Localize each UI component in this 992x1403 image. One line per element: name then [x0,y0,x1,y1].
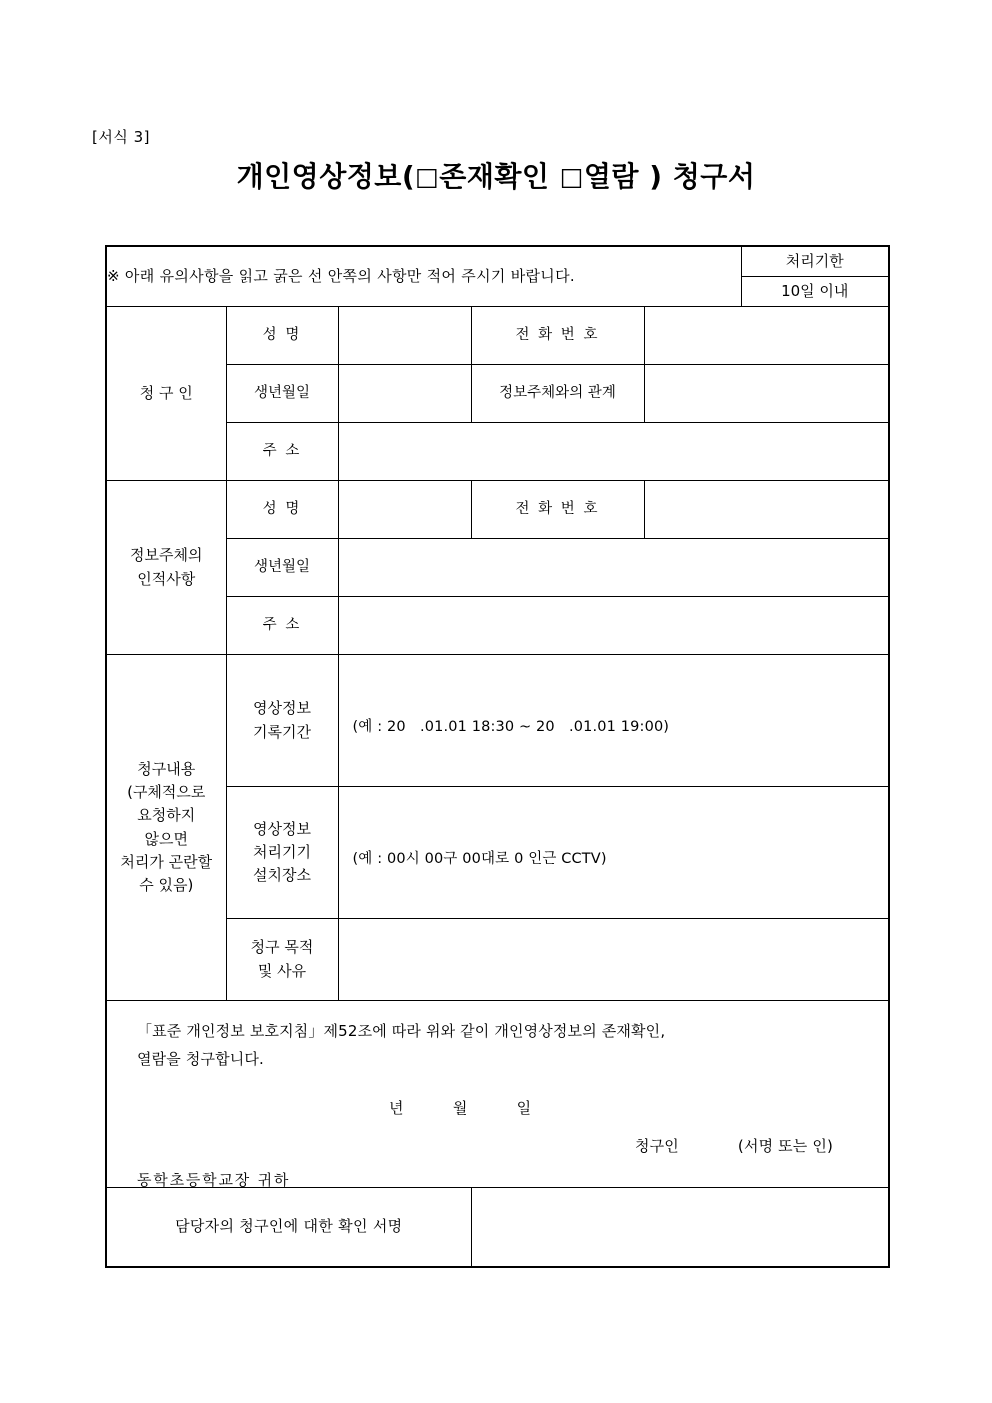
section-label-request-line4: 않으면 [144,829,188,848]
applicant-name-field[interactable] [338,307,471,365]
section-label-request-line3: 요청하지 [137,806,196,825]
title-option-existence: 존재확인 [439,160,550,193]
section-label-applicant: 청 구 인 [106,307,226,481]
section-label-data-subject-line1: 정보주체의 [130,546,203,565]
subject-name-field[interactable] [338,481,471,539]
page-title [0,162,992,193]
section-label-request-line1: 청구내용 [137,759,196,778]
applicant-address-field[interactable] [338,423,889,481]
request-place-label-line1: 영상정보 [253,819,311,838]
subject-birth-label: 생년월일 [226,539,338,597]
title-option-inspection: 열람 [583,160,639,193]
applicant-birth-label: 생년월일 [226,365,338,423]
subject-address-field[interactable] [338,597,889,655]
request-purpose-label-line2: 및 사유 [257,961,307,980]
applicant-name-label: 성 명 [226,307,338,365]
title-suffix: ) 청구서 [649,160,756,193]
request-place-label [226,787,338,919]
request-period-label-line2: 기록기간 [253,722,311,741]
subject-phone-label: 전 화 번 호 [471,481,644,539]
confirmation-row [106,1188,889,1268]
request-place-hint: (예 : 00시 00구 00대로 0 인근 CCTV) [352,851,607,868]
statement-line-1: 「표준 개인정보 보호지침」제52조에 따라 위와 같이 개인영상정보의 존재확인, [137,1022,666,1040]
request-place-field[interactable] [338,787,889,919]
section-label-data-subject [106,481,226,655]
request-purpose-label [226,919,338,1001]
section-label-data-subject-line2: 인적사항 [137,569,196,588]
deadline-header: 처리기한 [741,246,889,277]
section-label-request-line2: (구체적으로 [127,783,206,801]
confirmation-label: 담당자의 청구인에 대한 확인 서명 [106,1188,471,1268]
subject-address-label: 주 소 [226,597,338,655]
applicant-phone-field[interactable] [644,307,889,365]
deadline-value: 10일 이내 [741,277,889,307]
request-period-field[interactable] [338,655,889,787]
subject-birth-field[interactable] [338,539,889,597]
section-label-request-line6: 수 있음) [139,876,194,894]
applicant-name-row [106,307,889,365]
request-period-hint: (예 : 20 .01.01 18:30 ~ 20 .01.01 19:00) [352,719,670,736]
checkbox-existence-icon[interactable]: □ [415,162,440,191]
subject-name-row [106,481,889,539]
request-place-label-line3: 설치장소 [253,866,311,885]
request-period-label [226,655,338,787]
request-period-label-line1: 영상정보 [253,699,311,718]
confirmation-signature-field[interactable] [471,1188,889,1268]
statement-row [106,1001,889,1188]
title-prefix: 개인영상정보( [236,160,416,193]
statement-block [106,1001,889,1188]
request-period-row [106,655,889,787]
statement-date-line[interactable]: 년 월 일 [389,1099,532,1117]
notice-row [106,246,889,277]
notice-text: ※ 아래 유의사항을 읽고 굵은 선 안쪽의 사항만 적어 주시기 바랍니다. [106,246,741,307]
statement-line-2: 열람을 청구합니다. [137,1050,264,1068]
applicant-relation-label: 정보주체와의 관계 [471,365,644,423]
applicant-address-label: 주 소 [226,423,338,481]
request-purpose-field[interactable] [338,919,889,1001]
section-label-request-line5: 처리가 곤란할 [120,852,213,871]
checkbox-inspection-icon[interactable]: □ [559,162,584,191]
applicant-relation-field[interactable] [644,365,889,423]
request-purpose-label-line1: 청구 목적 [250,938,314,957]
subject-name-label: 성 명 [226,481,338,539]
request-place-label-line2: 처리기기 [253,842,311,861]
section-label-request [106,655,226,1001]
applicant-phone-label: 전 화 번 호 [471,307,644,365]
form-number: [서식 3] [92,128,150,146]
subject-phone-field[interactable] [644,481,889,539]
statement-signer-line[interactable]: 청구인 (서명 또는 인) [635,1137,833,1155]
statement-recipient: 동학초등학교장 귀하 [137,1171,291,1189]
applicant-birth-field[interactable] [338,365,471,423]
request-form-table [105,245,890,1268]
